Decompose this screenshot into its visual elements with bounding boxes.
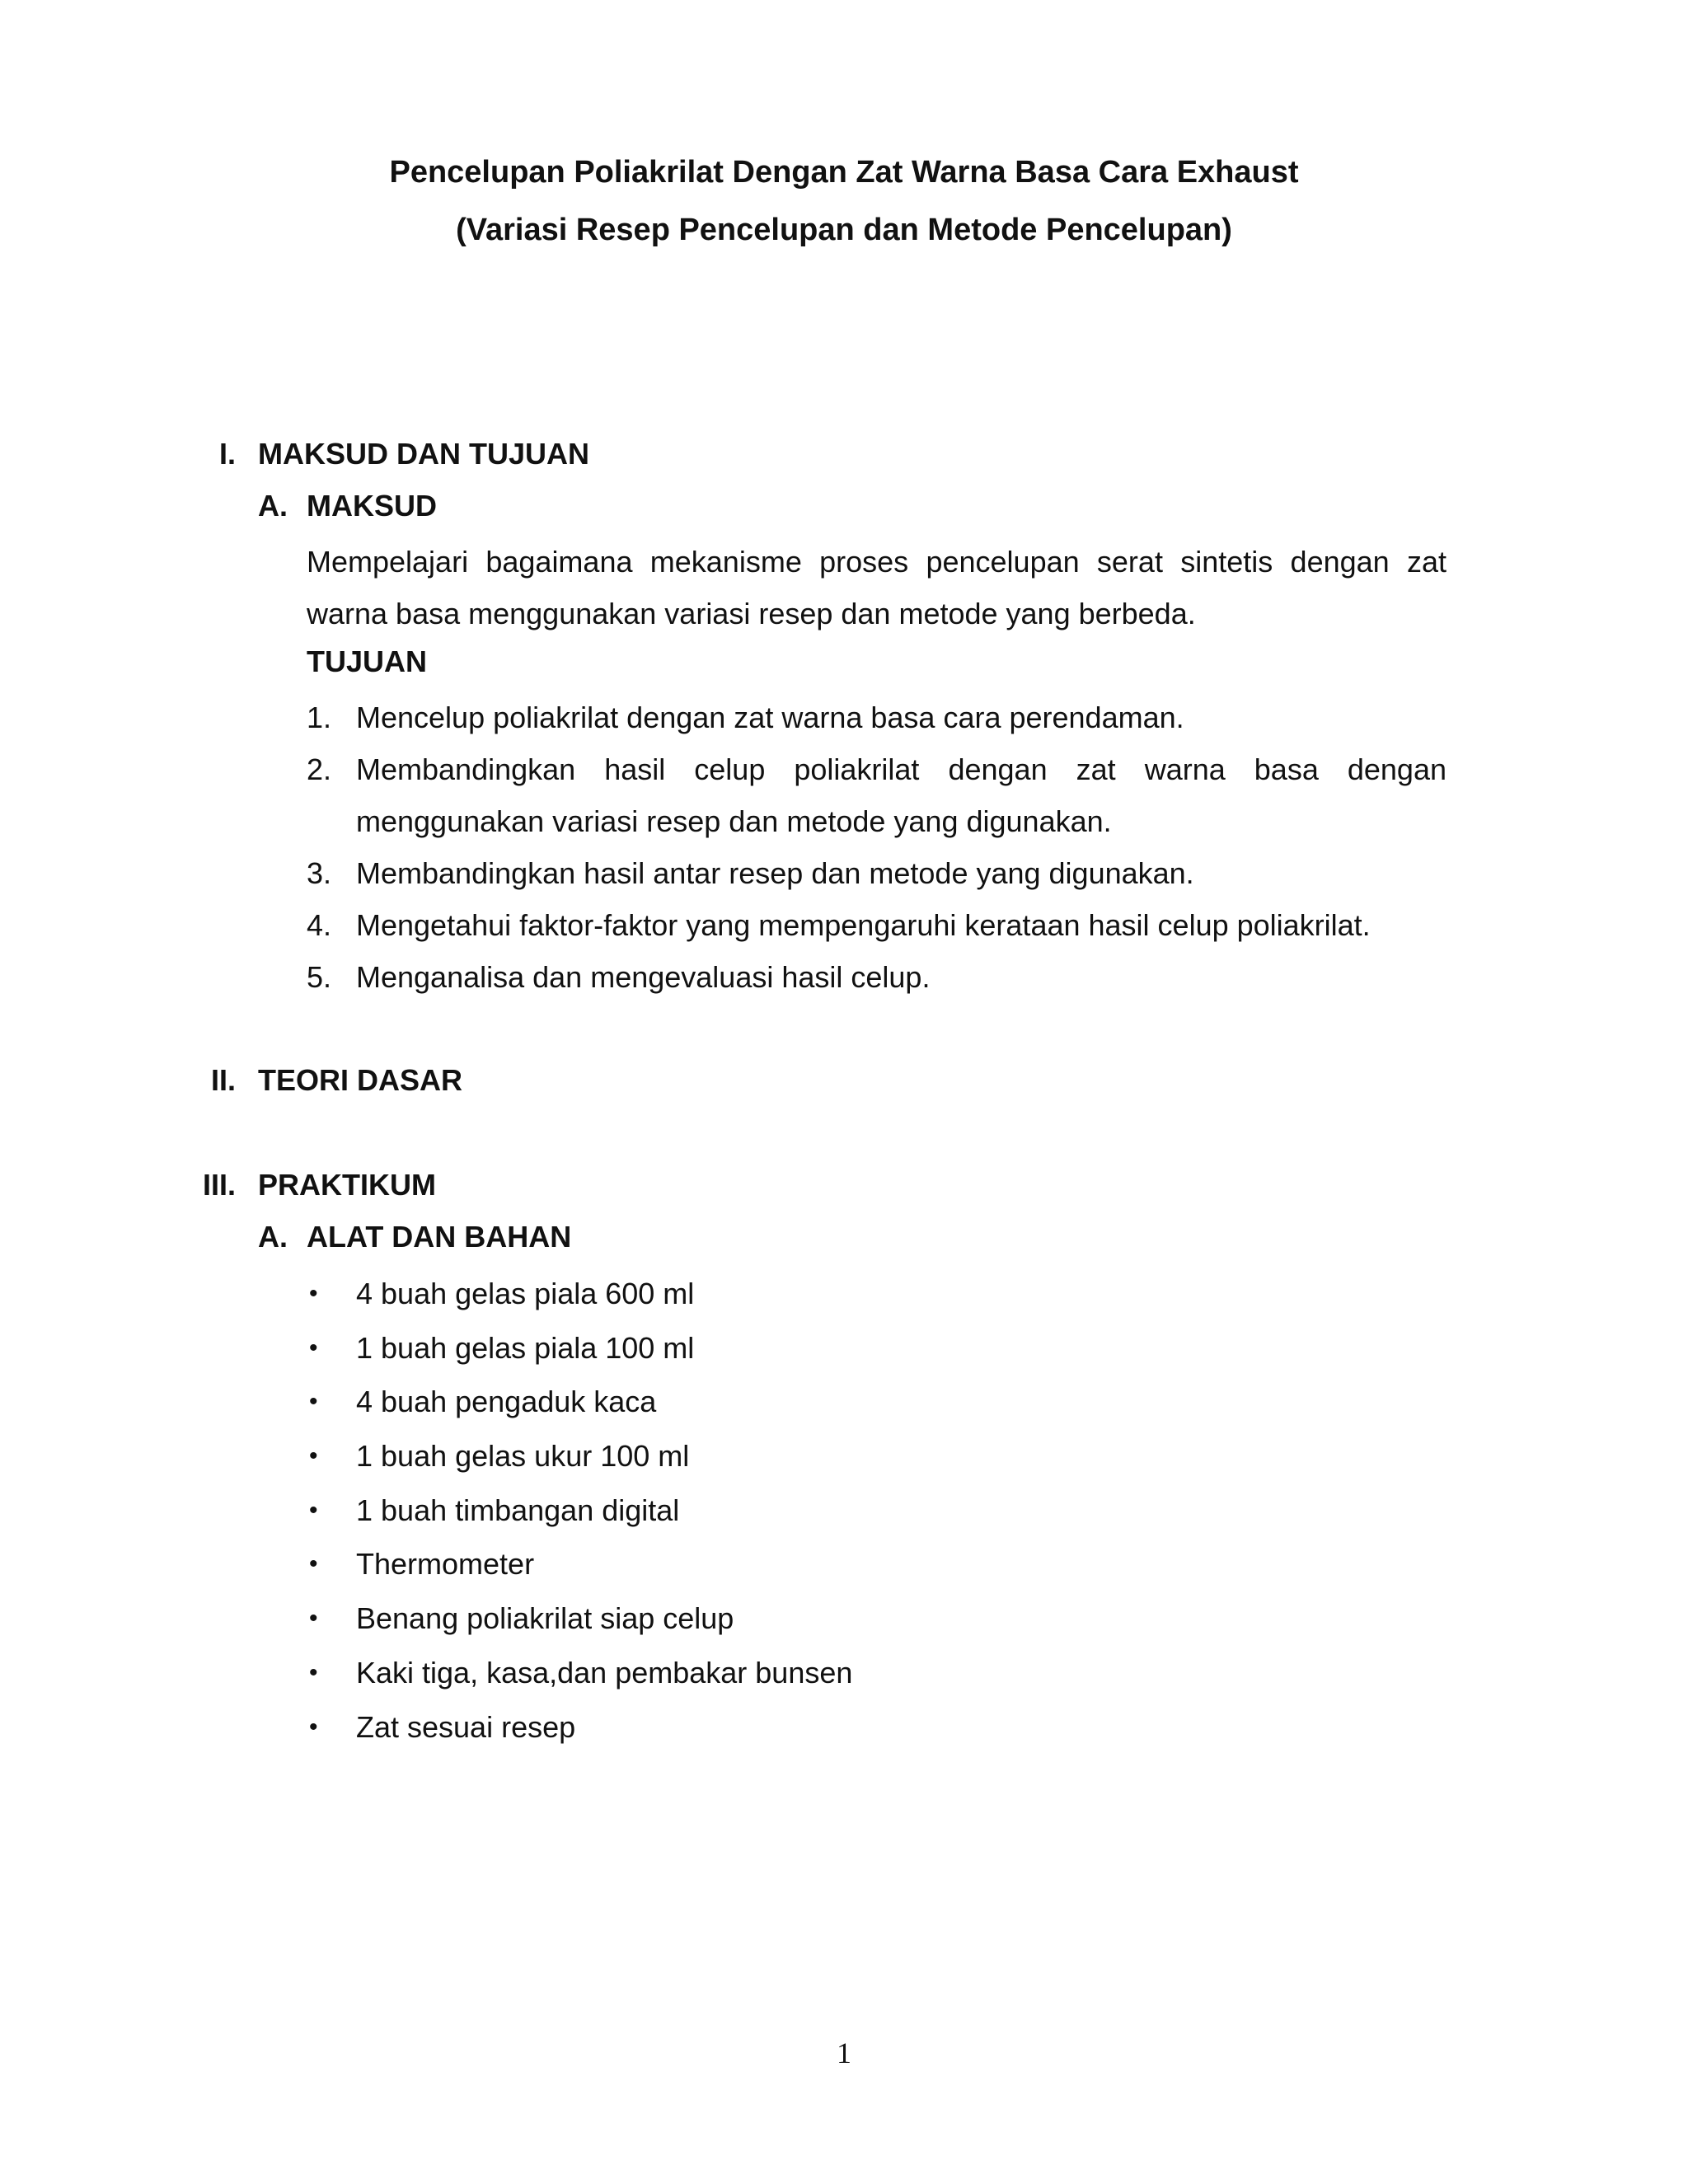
alat-bahan-item-text: 4 buah gelas piala 600 ml (356, 1277, 695, 1310)
alat-bahan-item-text: Thermometer (356, 1547, 535, 1582)
subsection-alat-letter: A. (258, 1220, 288, 1254)
section-3-number: III. (202, 1168, 236, 1202)
bullet-icon: • (309, 1388, 318, 1416)
tujuan-item-text: Mencelup poliakrilat dengan zat warna basa cara perendaman. (356, 701, 1184, 734)
subsection-alat-title: ALAT DAN BAHAN (307, 1220, 572, 1254)
tujuan-item-number: 5. (307, 960, 332, 994)
bullet-icon: • (309, 1550, 318, 1578)
alat-bahan-item (307, 1652, 1296, 1707)
alat-bahan-item (307, 1544, 1296, 1598)
alat-bahan-item-text: 1 buah gelas ukur 100 ml (356, 1439, 690, 1474)
page-number: 1 (837, 2036, 851, 2069)
tujuan-item (307, 899, 1447, 951)
alat-bahan-item (307, 1436, 1296, 1490)
bullet-icon: • (309, 1605, 318, 1633)
alat-bahan-item (307, 1490, 1296, 1544)
tujuan-item-number: 1. (307, 701, 332, 734)
section-2-number: II. (210, 1063, 236, 1097)
tujuan-item (307, 951, 1447, 1003)
maksud-paragraph: Mempelajari bagaimana mekanisme proses pencelupan serat sintetis dengan zat warna basa menggunakan variasi resep dan metode yang berbeda. (307, 545, 1447, 630)
tujuan-item-number: 2. (307, 752, 332, 786)
bullet-icon: • (309, 1713, 318, 1741)
tujuan-list (307, 691, 1447, 1003)
bullet-icon: • (309, 1280, 318, 1307)
alat-bahan-item-text: Zat sesuai resep (356, 1709, 576, 1744)
tujuan-item (307, 691, 1447, 743)
bullet-icon: • (309, 1333, 318, 1361)
alat-bahan-item (307, 1598, 1296, 1652)
tujuan-item-text: Menganalisa dan mengevaluasi hasil celup. (356, 960, 931, 994)
section-1-number: I. (218, 437, 236, 471)
tujuan-item-number: 4. (307, 908, 332, 942)
tujuan-item (307, 847, 1447, 899)
alat-bahan-item (307, 1273, 1296, 1328)
alat-bahan-item-text: Kaki tiga, kasa,dan pembakar bunsen (356, 1655, 853, 1690)
subsection-maksud-letter: A. (258, 489, 288, 523)
bullet-icon: • (309, 1442, 318, 1470)
tujuan-item-text: Mengetahui faktor-faktor yang mempengaruhi kerataan hasil celup poliakrilat. (356, 908, 1371, 942)
bullet-icon: • (309, 1658, 318, 1686)
document-title: Pencelupan Poliakrilat Dengan Zat Warna Basa Cara Exhaust (389, 155, 1299, 190)
document-subtitle: (Variasi Resep Pencelupan dan Metode Pencelupan) (456, 213, 1232, 247)
section-2-title: TEORI DASAR (258, 1063, 463, 1097)
section-1-title: MAKSUD DAN TUJUAN (258, 437, 589, 471)
tujuan-item-number: 3. (307, 856, 332, 890)
alat-bahan-item-text: Benang poliakrilat siap celup (356, 1601, 734, 1636)
alat-bahan-item-text: 1 buah gelas piala 100 ml (356, 1330, 695, 1365)
section-3-title: PRAKTIKUM (258, 1168, 436, 1202)
alat-bahan-item-text: 1 buah timbangan digital (356, 1493, 680, 1527)
alat-bahan-item-text: 4 buah pengaduk kaca (356, 1385, 657, 1419)
bullet-icon: • (309, 1496, 318, 1524)
alat-bahan-list (307, 1273, 1296, 1760)
tujuan-item-text: Membandingkan hasil antar resep dan metode yang digunakan. (356, 856, 1194, 890)
tujuan-label: TUJUAN (307, 644, 428, 678)
alat-bahan-item (307, 1381, 1296, 1436)
tujuan-item (307, 743, 1447, 847)
subsection-maksud-title: MAKSUD (307, 489, 437, 523)
alat-bahan-item (307, 1707, 1296, 1761)
tujuan-item-text: Membandingkan hasil celup poliakrilat dengan zat warna basa dengan menggunakan variasi resep dan metode yang digunakan. (356, 752, 1447, 838)
alat-bahan-item (307, 1328, 1296, 1382)
